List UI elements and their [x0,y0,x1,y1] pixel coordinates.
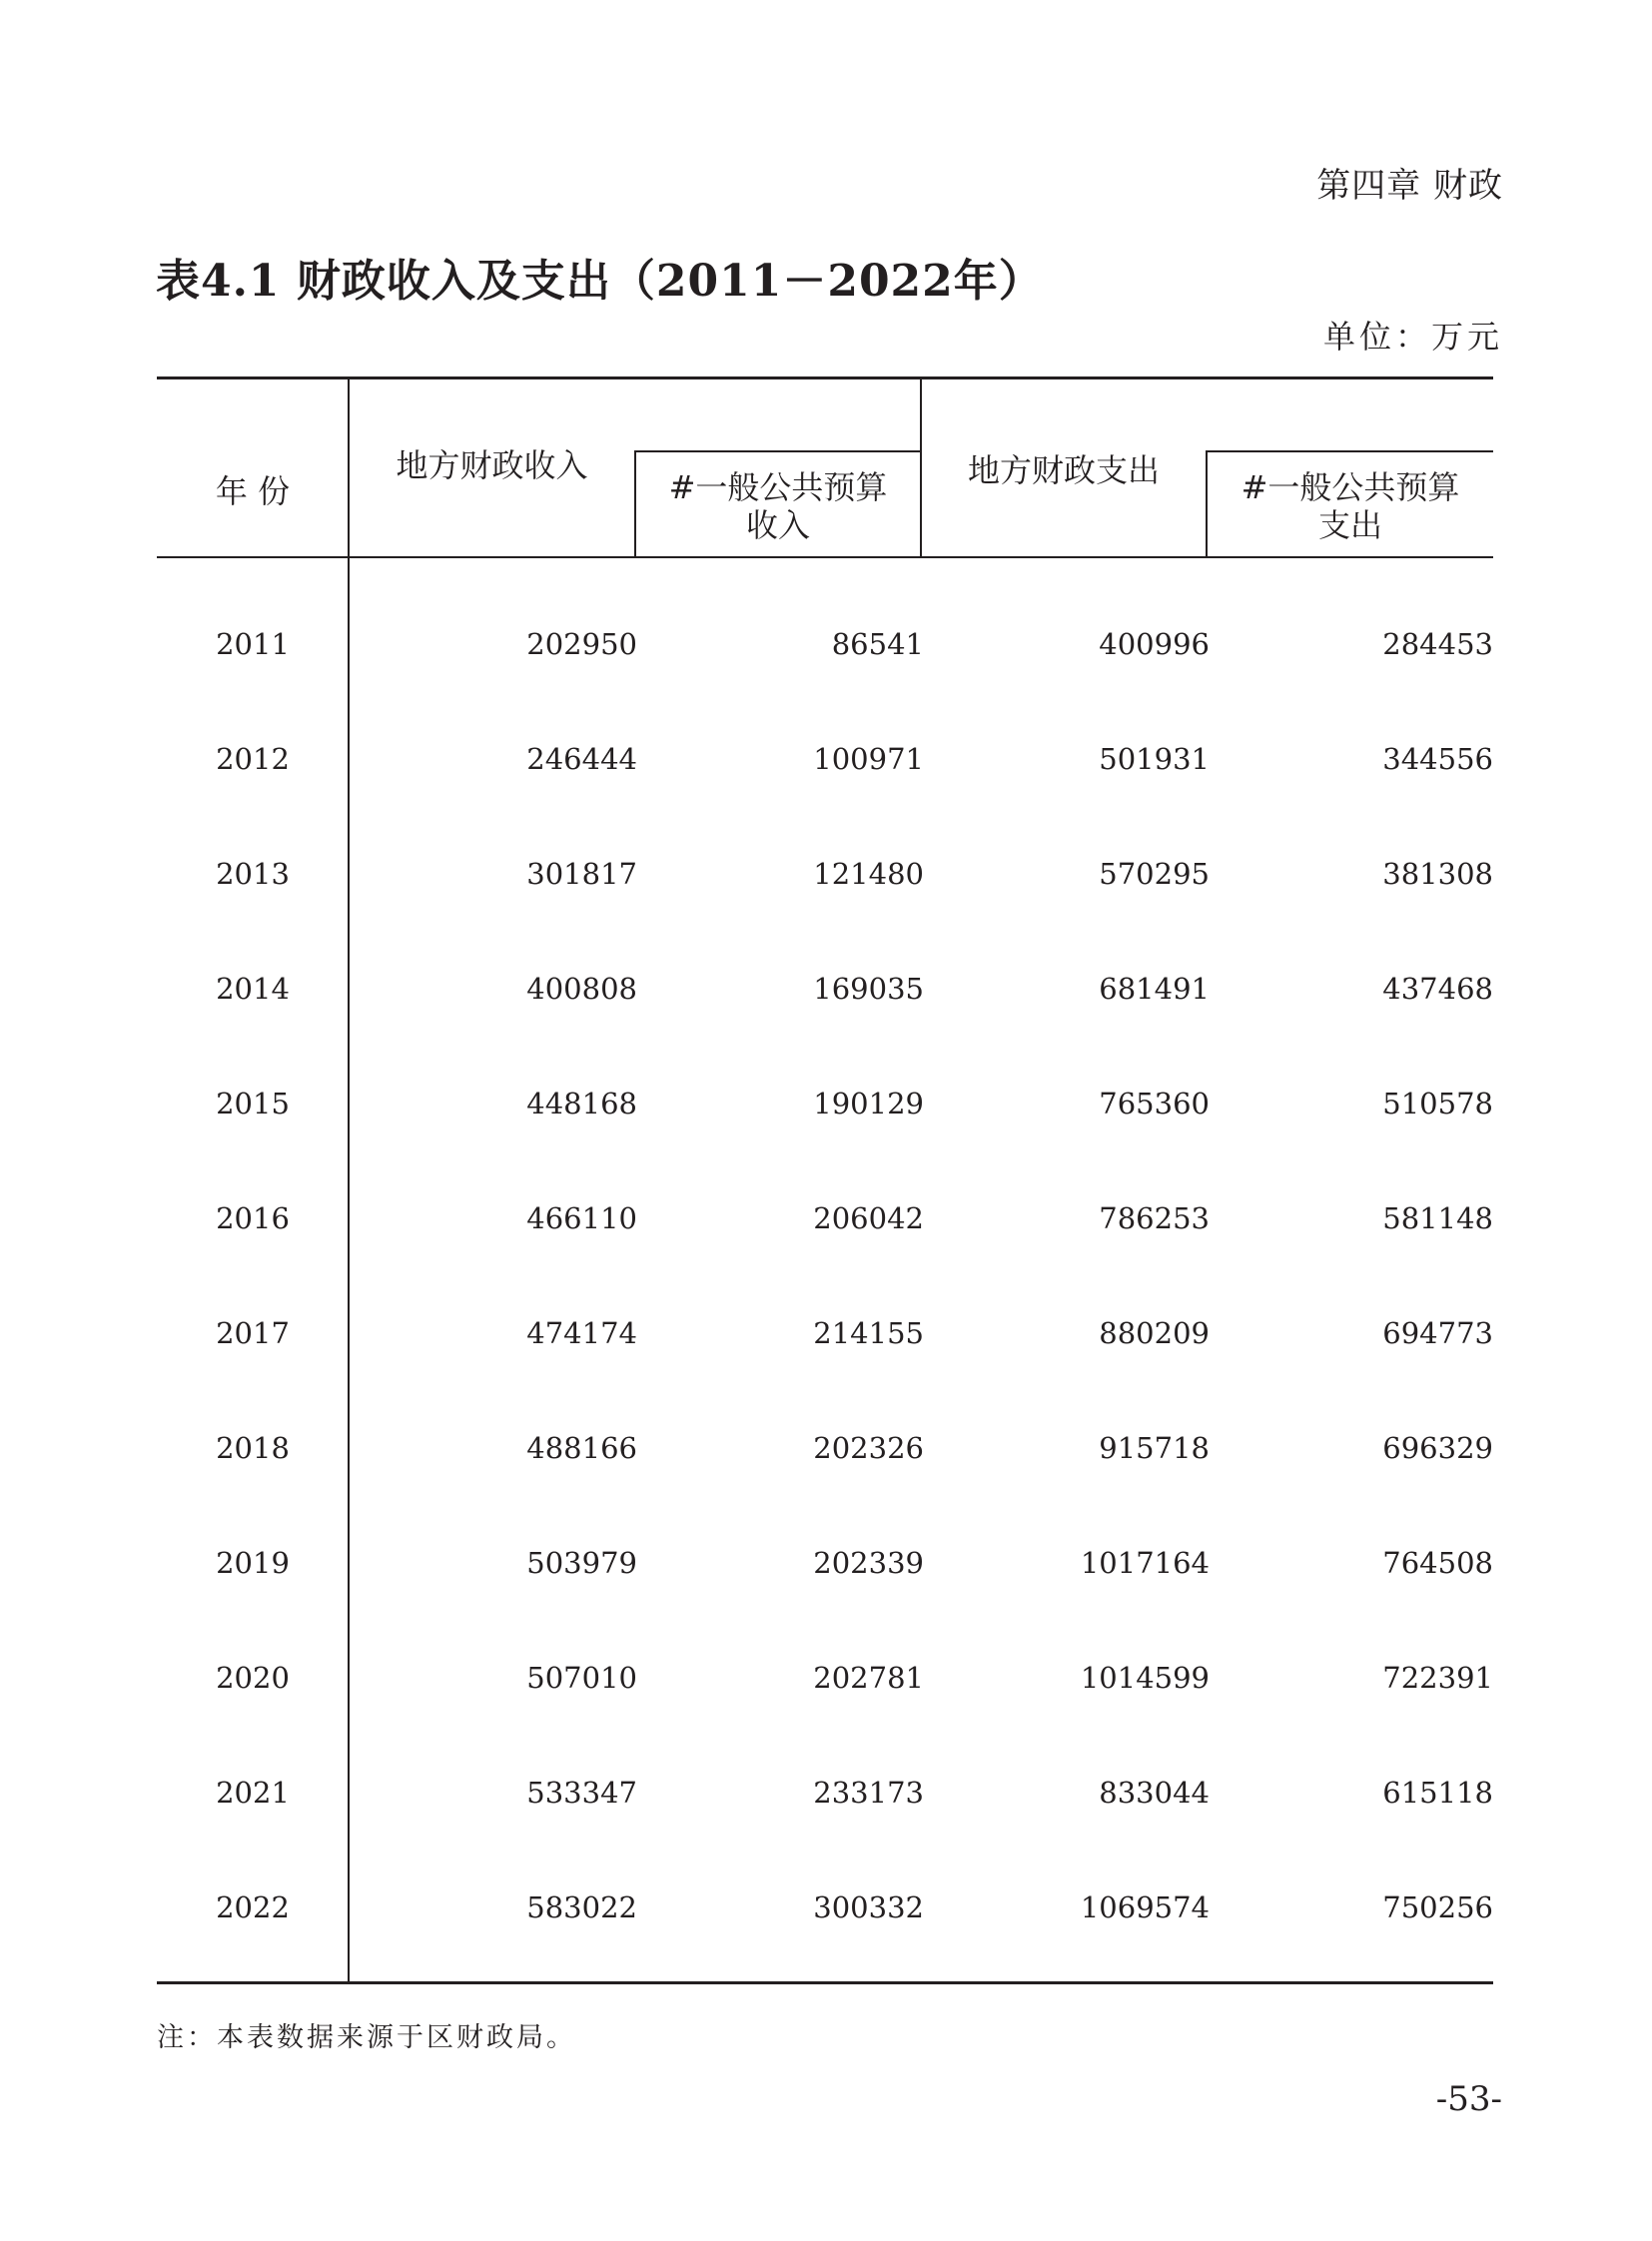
cell-year: 2011 [216,627,290,661]
table-bottom-rule [157,1981,1493,1984]
cell-year: 2013 [216,857,290,891]
cell-local-revenue: 202950 [526,627,637,661]
cell-public-budget-expenditure: 615118 [1382,1776,1493,1810]
header-local-revenue: 地方财政收入 [396,446,588,484]
cell-public-budget-expenditure: 694773 [1382,1316,1493,1350]
table-row [157,1543,1493,1583]
header-public-budget-expenditure-line1: #一般公共预算 [1240,468,1460,506]
cell-public-budget-expenditure: 750256 [1382,1890,1493,1924]
revenue-sub-top-rule [634,450,921,452]
cell-public-budget-revenue: 300332 [813,1890,924,1924]
table-unit: 单位：万元 [1322,318,1503,356]
cell-local-expenditure: 915718 [1099,1431,1210,1465]
cell-local-expenditure: 1014599 [1080,1661,1210,1695]
cell-local-expenditure: 786253 [1099,1201,1210,1235]
cell-year: 2014 [216,972,290,1006]
year-column-divider [348,376,350,1981]
cell-year: 2012 [216,742,290,776]
cell-public-budget-revenue: 214155 [813,1316,924,1350]
cell-public-budget-expenditure: 284453 [1382,627,1493,661]
cell-public-budget-expenditure: 764508 [1382,1546,1493,1580]
cell-local-revenue: 246444 [526,742,637,776]
cell-public-budget-revenue: 233173 [813,1776,924,1810]
cell-public-budget-revenue: 202339 [813,1546,924,1580]
cell-local-revenue: 474174 [526,1316,637,1350]
cell-public-budget-expenditure: 437468 [1382,972,1493,1006]
header-local-expenditure: 地方财政支出 [967,451,1160,489]
header-public-budget-revenue-line2: 收入 [745,506,810,544]
table-row [157,1887,1493,1927]
cell-local-revenue: 400808 [526,972,637,1006]
cell-local-expenditure: 681491 [1099,972,1210,1006]
cell-local-revenue: 448168 [526,1087,637,1120]
cell-local-expenditure: 765360 [1099,1087,1210,1120]
cell-year: 2020 [216,1661,290,1695]
table-row [157,1084,1493,1123]
cell-public-budget-revenue: 169035 [813,972,924,1006]
table-title: 表4.1 财政收入及支出（2011－2022年） [156,256,1044,307]
header-public-budget-expenditure-line2: 支出 [1317,506,1382,544]
cell-year: 2017 [216,1316,290,1350]
table-row [157,739,1493,779]
cell-public-budget-revenue: 121480 [813,857,924,891]
table-row [157,1198,1493,1238]
cell-local-revenue: 507010 [526,1661,637,1695]
cell-local-revenue: 503979 [526,1546,637,1580]
cell-public-budget-expenditure: 381308 [1382,857,1493,891]
cell-local-revenue: 533347 [526,1776,637,1810]
table-row [157,624,1493,664]
header-public-budget-expenditure [1208,468,1493,544]
expenditure-sub-top-rule [1206,450,1493,452]
cell-local-expenditure: 570295 [1099,857,1210,891]
cell-year: 2015 [216,1087,290,1120]
table-note: 注：本表数据来源于区财政局。 [157,2022,576,2053]
cell-year: 2019 [216,1546,290,1580]
header-public-budget-revenue [636,468,920,544]
table-top-rule [157,376,1493,379]
cell-public-budget-expenditure: 581148 [1382,1201,1493,1235]
cell-local-expenditure: 1017164 [1080,1546,1210,1580]
cell-public-budget-expenditure: 696329 [1382,1431,1493,1465]
table-row [157,1773,1493,1813]
cell-local-revenue: 488166 [526,1431,637,1465]
cell-local-expenditure: 501931 [1099,742,1210,776]
header-public-budget-revenue-line1: #一般公共预算 [668,468,888,506]
cell-public-budget-revenue: 100971 [813,742,924,776]
cell-public-budget-revenue: 206042 [813,1201,924,1235]
cell-public-budget-revenue: 190129 [813,1087,924,1120]
cell-local-revenue: 466110 [526,1201,637,1235]
cell-public-budget-expenditure: 722391 [1382,1661,1493,1695]
cell-local-expenditure: 1069574 [1080,1890,1210,1924]
cell-year: 2018 [216,1431,290,1465]
cell-local-revenue: 583022 [526,1890,637,1924]
header-bottom-rule [157,556,1493,558]
page-number: -53- [1435,2079,1502,2119]
cell-public-budget-expenditure: 510578 [1382,1087,1493,1120]
cell-public-budget-revenue: 202326 [813,1431,924,1465]
table-row [157,854,1493,894]
table-row [157,1658,1493,1698]
cell-year: 2016 [216,1201,290,1235]
cell-local-expenditure: 400996 [1099,627,1210,661]
cell-year: 2021 [216,1776,290,1810]
cell-local-expenditure: 880209 [1099,1316,1210,1350]
table-row [157,1313,1493,1353]
chapter-heading: 第四章 财政 [1316,166,1503,206]
cell-local-expenditure: 833044 [1099,1776,1210,1810]
cell-local-revenue: 301817 [526,857,637,891]
cell-public-budget-revenue: 202781 [813,1661,924,1695]
table-row [157,1428,1493,1468]
header-year: 年 份 [215,472,291,510]
cell-public-budget-expenditure: 344556 [1382,742,1493,776]
cell-public-budget-revenue: 86541 [831,627,924,661]
cell-year: 2022 [216,1890,290,1924]
table-row [157,969,1493,1009]
